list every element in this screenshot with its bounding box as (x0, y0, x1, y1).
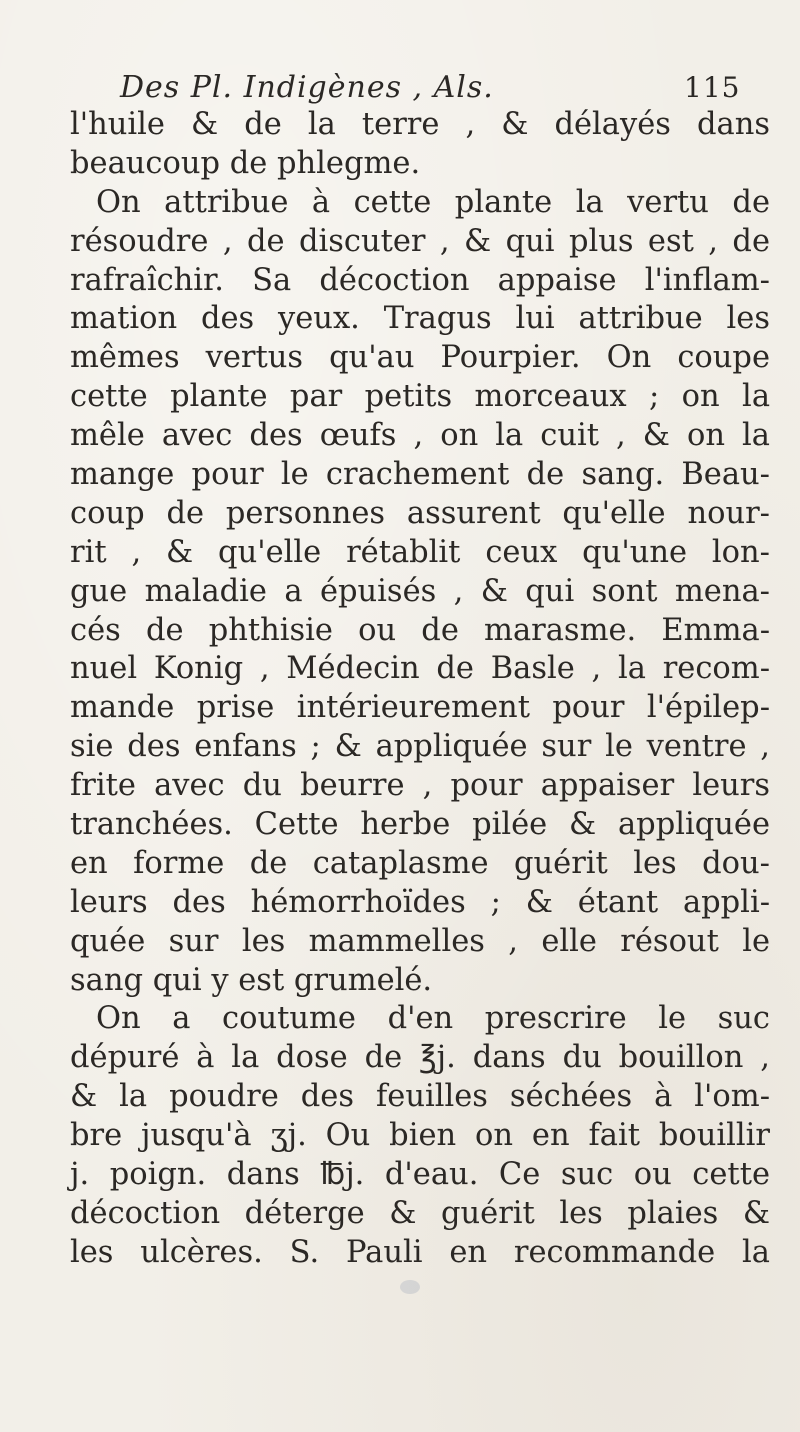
paper-stain (400, 1280, 420, 1294)
text-line: cette plante par petits morceaux ; on la (70, 379, 770, 415)
text-line: On attribue à cette plante la vertu de (96, 184, 770, 220)
text-line: quée sur les mammelles , elle résout le (70, 923, 770, 959)
text-line: beaucoup de phlegme. (70, 145, 421, 181)
page-header (120, 66, 770, 110)
text-line: & la poudre des feuilles séchées à l'om- (70, 1079, 770, 1115)
text-line: mande prise intérieurement pour l'épilep- (70, 690, 770, 726)
text-line: leurs des hémorrhoïdes ; & étant appli- (70, 884, 770, 920)
text-line: mation des yeux. Tragus lui attribue les (70, 301, 770, 337)
text-line: mange pour le crachement de sang. Beau- (70, 457, 770, 493)
text-line: rit , & qu'elle rétablit ceux qu'une lon- (70, 534, 770, 570)
text-line: décoction déterge & guérit les plaies & (70, 1195, 770, 1231)
text-line: mêmes vertus qu'au Pourpier. On coupe (70, 340, 770, 376)
text-line: bre jusqu'à ʒj. Ou bien on en fait bouillir (70, 1118, 770, 1154)
page-number: 115 (684, 71, 741, 104)
running-title: Des Pl. Indigènes , Als. (120, 70, 494, 105)
text-line: dépuré à la dose de ℥j. dans du bouillon , (70, 1040, 770, 1076)
text-line: sang qui y est grumelé. (70, 962, 433, 998)
text-line: rafraîchir. Sa décoction appaise l'inflam- (70, 262, 770, 298)
text-line: les ulcères. S. Pauli en recommande la (70, 1234, 770, 1270)
text-line: tranchées. Cette herbe pilée & appliquée (70, 807, 770, 843)
text-line: cés de phthisie ou de marasme. Emma- (70, 612, 770, 648)
text-line: j. poign. dans ℔j. d'eau. Ce suc ou cette (70, 1157, 770, 1193)
body-text (70, 106, 770, 1273)
text-line: On a coutume d'en prescrire le suc (96, 1001, 770, 1037)
text-line: frite avec du beurre , pour appaiser leurs (70, 768, 770, 804)
text-line: l'huile & de la terre , & délayés dans (70, 107, 770, 142)
text-line: en forme de cataplasme guérit les dou- (70, 845, 770, 881)
text-line: sie des enfans ; & appliquée sur le ventre , (70, 729, 770, 765)
text-line: gue maladie a épuisés , & qui sont mena- (70, 573, 770, 609)
text-line: nuel Konig , Médecin de Basle , la recom- (70, 651, 770, 687)
text-line: mêle avec des œufs , on la cuit , & on la (70, 418, 770, 454)
text-line: résoudre , de discuter , & qui plus est , de (70, 223, 770, 259)
text-line: coup de personnes assurent qu'elle nour- (70, 495, 770, 531)
